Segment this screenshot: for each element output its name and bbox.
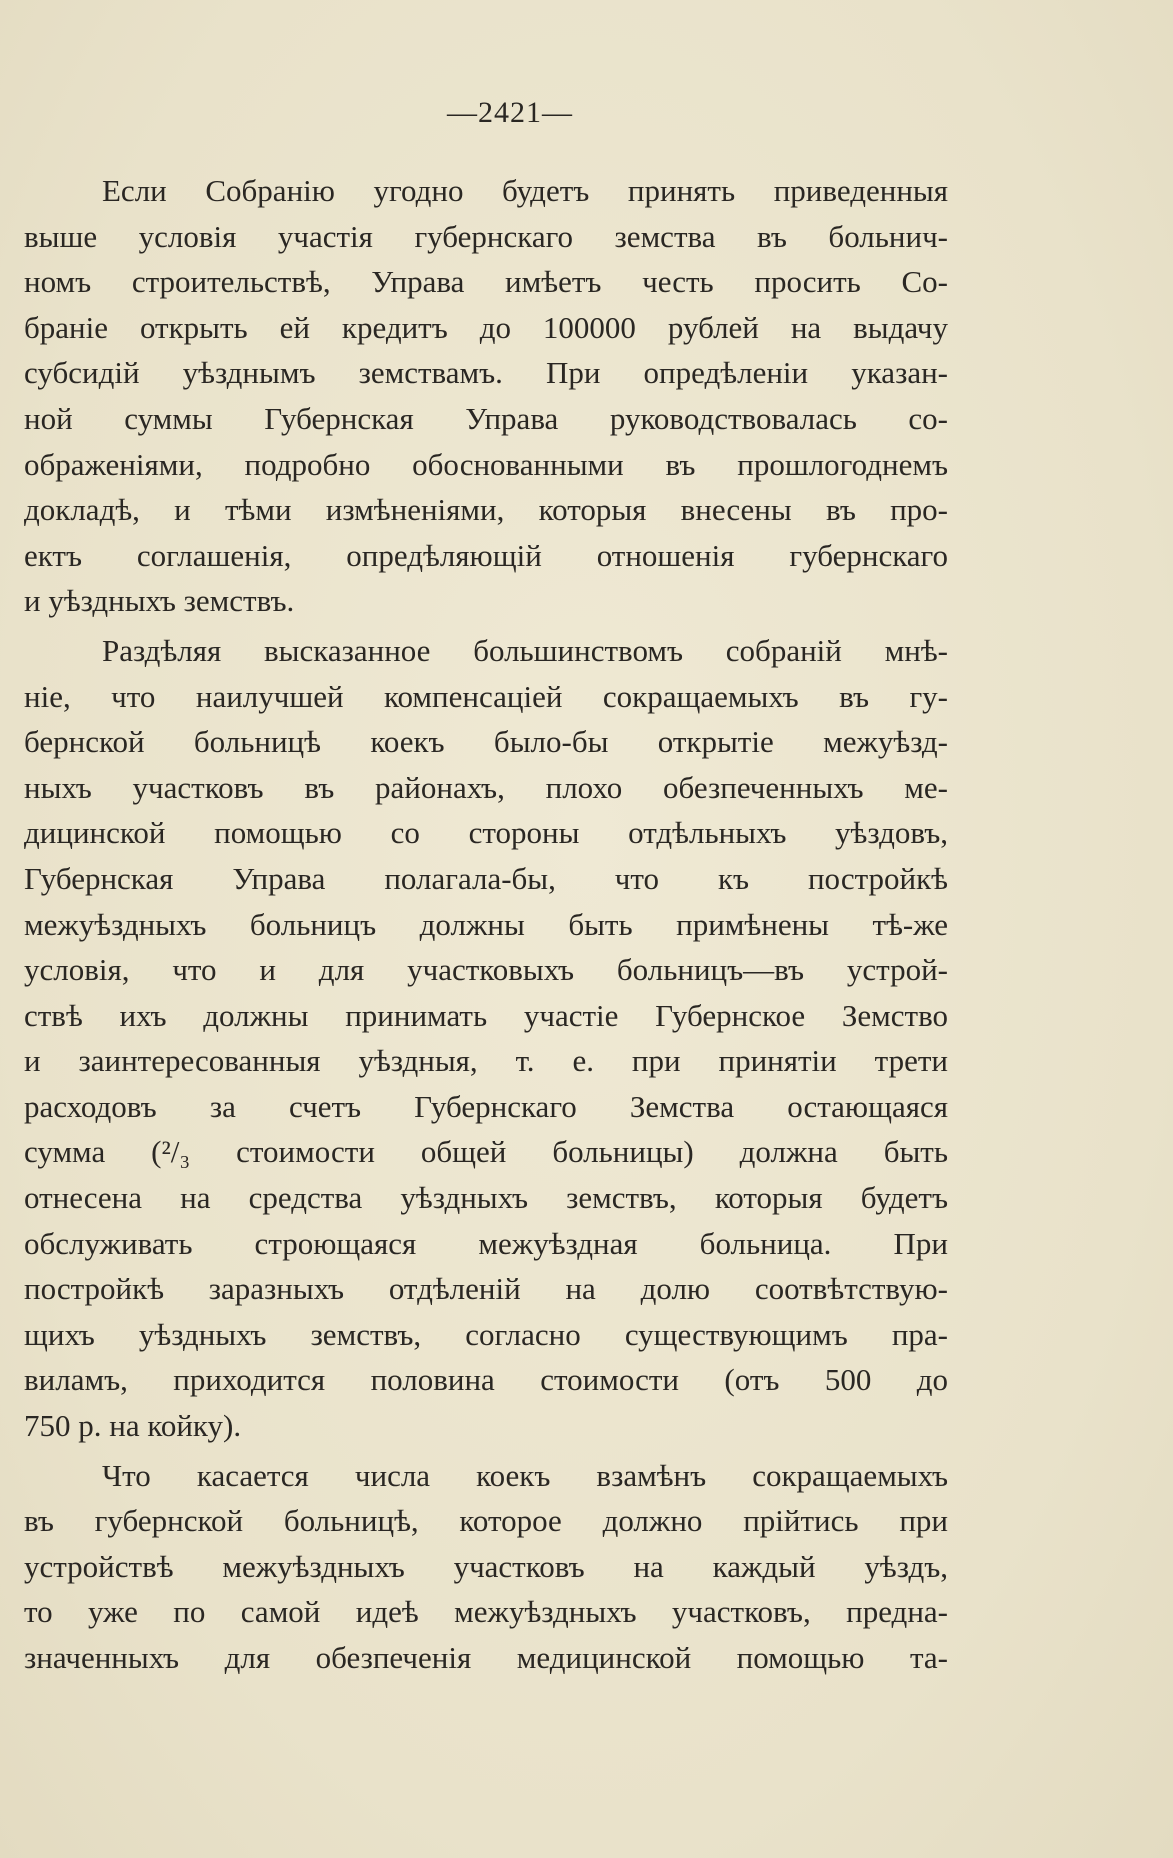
text-line: и уѣздныхъ земствъ. — [24, 583, 295, 619]
text-line: бернской больницѣ коекъ было-бы открытіе межуѣзд- — [24, 724, 948, 760]
text-line: выше условія участія губернскаго земства въ больнич- — [24, 218, 948, 254]
text-line: ображеніями, подробно обоснованными въ прошлогоднемъ — [24, 446, 948, 482]
text-line: виламъ, приходится половина стоимости (отъ 500 до — [24, 1362, 948, 1398]
text-line: сумма (²/₃ стоимости общей больницы) должна быть — [24, 1134, 948, 1170]
page-number: —2421— — [447, 96, 573, 129]
text-line: устройствѣ межуѣздныхъ участковъ на каждый уѣздъ, — [24, 1548, 948, 1584]
text-line: докладѣ, и тѣми измѣненіями, которыя внесены въ про- — [24, 492, 948, 528]
text-line: Раздѣляя высказанное большинствомъ собраній мнѣ- — [102, 632, 948, 668]
text-line: браніе открыть ей кредитъ до 100000 рублей на выдачу — [24, 309, 948, 345]
text-line: расходовъ за счетъ Губернскаго Земства остающаяся — [24, 1088, 948, 1124]
text-line: отнесена на средства уѣздныхъ земствъ, которыя будетъ — [24, 1180, 948, 1216]
text-line: ныхъ участковъ въ районахъ, плохо обезпеченныхъ ме- — [24, 769, 948, 805]
text-line: щихъ уѣздныхъ земствъ, согласно существующимъ пра- — [24, 1316, 948, 1352]
text-line: и заинтересованныя уѣздныя, т. е. при принятіи трети — [24, 1043, 948, 1079]
text-line: условія, что и для участковыхъ больницъ—въ устрой- — [24, 952, 948, 988]
paragraph-1 — [24, 168, 948, 624]
text-line: ніе, что наилучшей компенсаціей сокращаемыхъ въ гу- — [24, 678, 948, 714]
text-line: въ губернской больницѣ, которое должно прійтись при — [24, 1503, 948, 1539]
paragraph-2 — [24, 628, 948, 1449]
text-line: значенныхъ для обезпеченія медицинской помощью та- — [24, 1640, 948, 1675]
text-line: межуѣздныхъ больницъ должны быть примѣнены тѣ-же — [24, 906, 948, 942]
text-line: Что касается числа коекъ взамѣнъ сокращаемыхъ — [102, 1457, 948, 1493]
text-line: постройкѣ заразныхъ отдѣленій на долю соотвѣтствую- — [24, 1271, 948, 1307]
paragraph-3 — [24, 1453, 948, 1681]
text-line: Если Собранію угодно будетъ принять приведенныя — [102, 173, 948, 208]
text-line: то уже по самой идеѣ межуѣздныхъ участковъ, предна- — [24, 1594, 948, 1630]
text-line: ектъ соглашенія, опредѣляющій отношенія губернскаго — [24, 537, 948, 573]
text-line: Губернская Управа полагала-бы, что къ постройкѣ — [24, 860, 948, 896]
text-line: 750 р. на койку). — [24, 1408, 242, 1444]
text-line: ствѣ ихъ должны принимать участіе Губернское Земство — [24, 997, 948, 1033]
text-line: номъ строительствѣ, Управа имѣетъ честь просить Со- — [24, 264, 948, 300]
text-line: обслуживать строющаяся межуѣздная больница. При — [24, 1225, 948, 1261]
body-text — [24, 168, 948, 1681]
text-line: субсидій уѣзднымъ земствамъ. При опредѣленіи указан- — [24, 355, 948, 391]
text-line: ной суммы Губернская Управа руководствовалась со- — [24, 400, 948, 436]
text-line: дицинской помощью со стороны отдѣльныхъ уѣздовъ, — [24, 815, 948, 851]
